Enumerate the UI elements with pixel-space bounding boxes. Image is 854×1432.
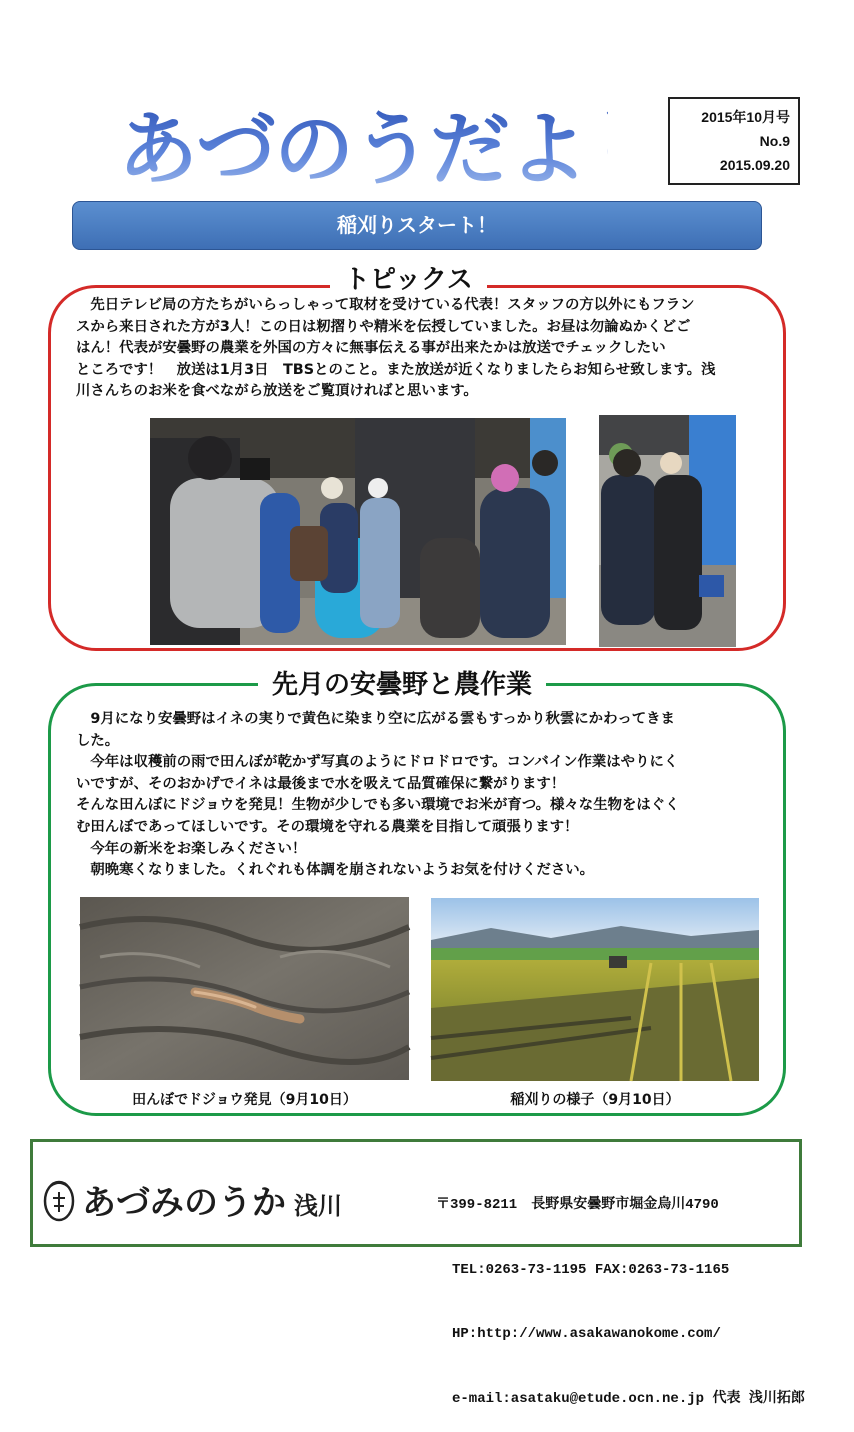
- farm-line: 9月になり安曇野はイネの実りで黄色に染まり空に広がる雲もすっかり秋雲にかわってきま: [76, 711, 675, 727]
- loach-caption: 田んぼでドジョウ発見（9月10日）: [132, 1092, 357, 1108]
- issue-month: 2015年10月号: [701, 109, 790, 125]
- topics-title: トピックス: [330, 263, 487, 297]
- loach-mud-photo: [80, 897, 409, 1080]
- rice-sack-icon: [42, 1176, 76, 1222]
- farm-line: 今年の新米をお楽しみください！: [76, 840, 307, 857]
- footer-logo-main: あづみのうか: [82, 1183, 286, 1223]
- outdoor-interview-photo-art: [599, 415, 736, 647]
- headline-banner: 稲刈りスタート！: [72, 201, 762, 250]
- newsletter-title: あづのうだより: [118, 100, 608, 200]
- footer-logo-sub: 浅川: [294, 1191, 342, 1220]
- farm-logo-icon: [42, 1176, 76, 1222]
- issue-info-box: [668, 97, 800, 185]
- rice-harvest-photo-art: [431, 898, 759, 1081]
- topics-line: ところです！ 放送は1月3日 TBSとのこと。また放送が近くなりましたらお知らせ致します。浅: [76, 361, 716, 378]
- topics-line: 川さんちのお米を食べながら放送をご覧頂ければと思います。: [76, 383, 478, 400]
- harvest-caption: 稲刈りの様子（9月10日）: [510, 1092, 680, 1108]
- topics-line: スから来日された方が3人！この日は籾摺りや精米を伝授していました。お昼は勿論ぬかくどご: [76, 318, 691, 335]
- loach-mud-photo-art: [80, 897, 409, 1080]
- topics-line: はん！代表が安曇野の農業を外国の方々に無事伝える事が出来たかは放送でチェックしたい: [76, 340, 666, 357]
- topics-line: 先日テレビ局の方たちがいらっしゃって取材を受けている代表！スタッフの方以外にもフラン: [76, 297, 695, 313]
- farm-line: 今年は収穫前の雨で田んぼが乾かず写真のようにドロドロです。コンバイン作業はやりにく: [76, 754, 679, 771]
- farm-line: した。: [76, 732, 120, 749]
- footer-tel-fax: TEL:0263-73-1195 FAX:0263-73-1165: [452, 1261, 730, 1278]
- farm-line: そんな田んぼにドジョウを発見！生物が少しでも多い環境でお米が育つ。様々な生物をはぐく: [76, 797, 680, 814]
- footer-contact: [436, 1152, 805, 1432]
- issue-date: 2015.09.20: [719, 157, 790, 173]
- farm-title: 先月の安曇野と農作業: [258, 668, 546, 702]
- farm-line: 朝晩寒くなりました。くれぐれも体調を崩されないようお気を付けください。: [76, 862, 595, 879]
- outdoor-interview-photo: [599, 415, 736, 647]
- tv-interview-photo-art: [150, 418, 566, 645]
- farm-line: む田んぼであってほしいです。その環境を守れる農業を目指して頑張ります！: [76, 818, 579, 835]
- issue-number: No.9: [759, 133, 790, 149]
- footer-email-link[interactable]: e-mail:asataku@etude.ocn.ne.jp 代表 浅川拓郎: [452, 1390, 805, 1407]
- farm-line: いですが、そのおかげでイネは最後まで水を吸えて品質確保に繋がります！: [76, 775, 566, 792]
- farm-text: [76, 709, 776, 882]
- footer-homepage-link[interactable]: HP:http://www.asakawanokome.com/: [452, 1326, 721, 1342]
- footer-address: 〒399-8211 長野県安曇野市堀金烏川4790: [436, 1197, 719, 1213]
- tv-interview-photo: [150, 418, 566, 645]
- topics-text: [76, 295, 776, 403]
- footer-logo-text: [82, 1175, 342, 1224]
- rice-harvest-photo: [431, 898, 759, 1081]
